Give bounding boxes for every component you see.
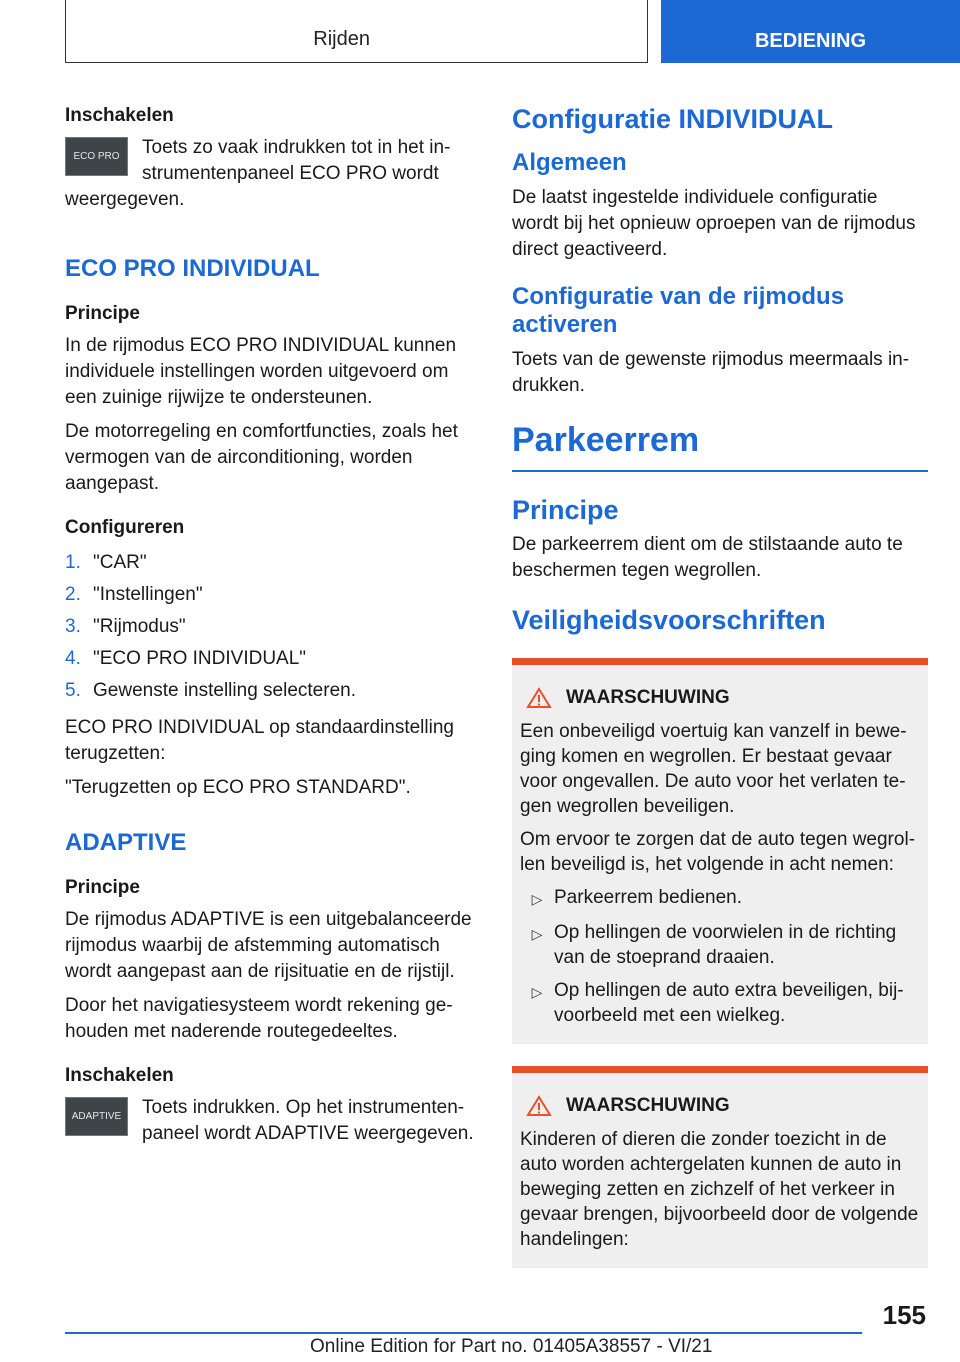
parkeerrem-principe-heading: Principe — [512, 495, 619, 525]
activeren-heading: Configuratie van de rijmodus activeren — [512, 283, 845, 338]
footer-divider — [65, 1332, 862, 1334]
config-individual-heading: Configuratie INDIVIDUAL — [512, 104, 833, 134]
activeren-text: Toets van de gewenste rijmodus meermaals indrukken. — [512, 349, 910, 396]
adaptive-heading: ADAPTIVE — [65, 829, 187, 856]
principe-text-2: De motorregeling en comfortfuncties, zoals het vermogen van de airconditioning, worden aangepast. — [65, 421, 458, 494]
eco-pro-instruction — [65, 135, 475, 221]
eco-pro-button-icon: ECO PRO — [65, 137, 128, 176]
reset-text-2: "Terugzetten op ECO PRO STANDARD". — [65, 777, 411, 798]
page-number: 155 — [882, 1300, 926, 1330]
warning-1-text-1: Een onbeveiligd voertuig kan vanzelf in beweging komen en wegrollen. Er bestaat gevaar voor ongevallen. De auto voor het verlaten tegen wegrollen beveiligen. — [520, 721, 907, 817]
list-item: ▷ Op hellingen de voorwielen in de richting van de stoeprand draaien. — [520, 920, 920, 970]
warning-triangle-icon — [526, 687, 552, 709]
adaptive-button-icon: ADAPTIVE — [65, 1097, 128, 1136]
veiligheid-heading: Veiligheidsvoorschriften — [512, 605, 826, 635]
adaptive-text-1: De rijmodus ADAPTIVE is een uitgebalanceerde rijmodus waarbij de afstemming automatisch wordt aangepast aan de rijsituatie en de rijstijl. — [65, 909, 472, 982]
reset-text-1: ECO PRO INDIVIDUAL op standaardinstelling terugzetten: — [65, 717, 454, 764]
footer-edition: Online Edition for Part no. 01405A38557 - VI/21 — [310, 1336, 713, 1357]
header-chapter: BEDIENING — [661, 0, 960, 63]
eco-individual-heading: ECO PRO INDIVIDUAL — [65, 255, 320, 282]
header-section: Rijden — [313, 28, 370, 50]
algemeen-heading: Algemeen — [512, 149, 627, 176]
parkeerrem-heading: Parkeerrem — [512, 421, 928, 472]
principe-heading: Principe — [65, 303, 140, 324]
parkeerrem-principe-text: De parkeerrem dient om de stilstaande auto te beschermen tegen wegrollen. — [512, 534, 903, 581]
triangle-bullet-icon: ▷ — [531, 891, 543, 907]
warning-title: WAARSCHUWING — [520, 1095, 920, 1117]
configureren-heading: Configureren — [65, 517, 185, 538]
list-item: ▷ Parkeerrem bedienen. — [520, 885, 920, 912]
step-item: 3. "Rijmodus" — [65, 616, 186, 637]
warning-2-text-1: Kinderen of dieren die zonder toezicht in de auto worden achtergelaten kunnen de auto in beweging zetten en zichzelf of het verkeer in gevaar brengen, bijvoorbeeld door de volgende handelingen: — [520, 1129, 919, 1250]
triangle-bullet-icon: ▷ — [531, 984, 543, 1000]
warning-triangle-icon — [526, 1095, 552, 1117]
adaptive-principe-heading: Principe — [65, 877, 140, 898]
inschakelen-heading: Inschakelen — [65, 105, 174, 126]
right-column — [512, 103, 928, 1290]
adaptive-text-2: Door het navigatiesysteem wordt rekening gehouden met naderende routegedeeltes. — [65, 995, 453, 1042]
step-item: 2. "Instellingen" — [65, 584, 203, 605]
adaptive-instruction-text: Toets indrukken. Op het instrumentenpaneel wordt ADAPTIVE weergegeven. — [142, 1097, 474, 1144]
principe-text-1: In de rijmodus ECO PRO INDIVIDUAL kunnen individuele instellingen worden uitgevoerd om een zuinige rijwijze te ondersteunen. — [65, 335, 457, 408]
step-item: 4. "ECO PRO INDIVIDUAL" — [65, 648, 307, 669]
list-item: ▷ Op hellingen de auto extra beveiligen, bijvoorbeeld met een wielkeg. — [520, 978, 920, 1028]
eco-pro-instruction-text: Toets zo vaak indrukken tot in het instrumentenpaneel ECO PRO wordt weergegeven. — [65, 137, 451, 210]
adaptive-instruction — [65, 1095, 475, 1155]
configureren-steps — [65, 547, 475, 707]
left-column — [65, 103, 475, 1155]
adaptive-inschakelen-heading: Inschakelen — [65, 1065, 174, 1086]
step-item: 1. "CAR" — [65, 552, 147, 573]
step-item: 5. Gewenste instelling selecteren. — [65, 680, 356, 701]
triangle-bullet-icon: ▷ — [531, 926, 543, 942]
algemeen-text: De laatst ingestelde individuele configuratie wordt bij het opnieuw oproepen van de rijmodus direct geactiveerd. — [512, 187, 916, 260]
warning-1-text-2: Om ervoor te zorgen dat de auto tegen wegrollen beveiligd is, het volgende in acht nemen: — [520, 829, 916, 875]
warning-box-1 — [512, 658, 928, 1044]
warning-box-2 — [512, 1066, 928, 1268]
warning-title: WAARSCHUWING — [520, 687, 920, 709]
